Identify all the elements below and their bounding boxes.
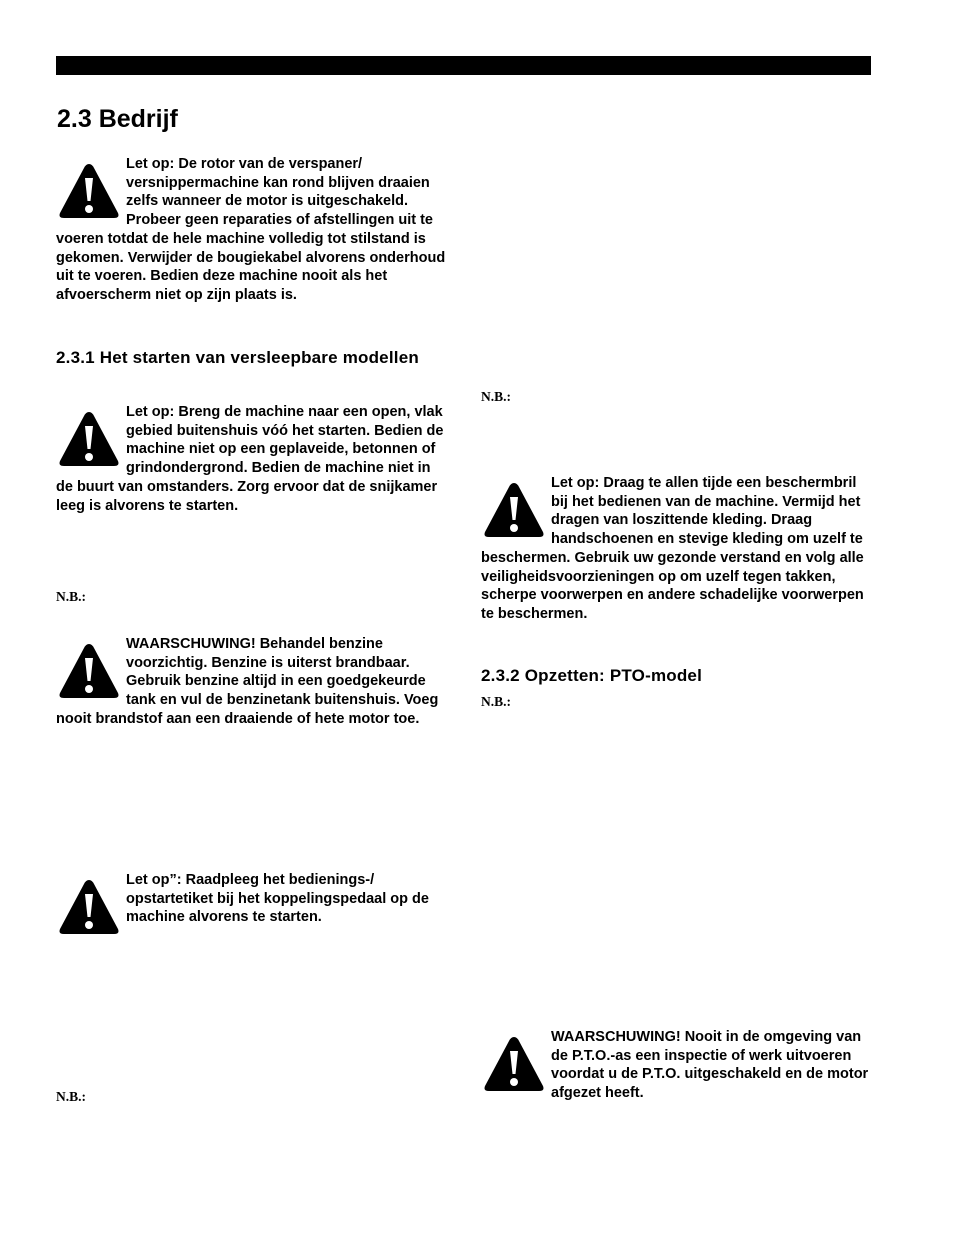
warning-pto-shaft — [481, 1028, 873, 1103]
section-title: 2.3 Bedrijf — [57, 105, 178, 133]
header-rule — [56, 56, 871, 75]
subsection-title-pto: 2.3.2 Opzetten: PTO-model — [481, 666, 703, 685]
caution-protective-gear — [481, 474, 873, 624]
caution-startup-label-text: Let op”: Raadpleeg het bedienings-/ opstartetiket bij het koppelingspedaal op de machine alvorens te starten. — [126, 872, 429, 926]
note-label: N.B.: — [481, 694, 511, 709]
subsection-title-towable: 2.3.1 Het starten van versleepbare modellen — [56, 348, 419, 367]
warning-triangle-icon — [56, 641, 122, 701]
caution-location-text: Let op: Breng de machine naar een open, vlak gebied buitenshuis vóó het starten. Bedien de machine niet op een geplaveide, betonnen of grindondergrond. Bedien de machine niet in de buurt van omstanders. Zorg ervoor dat de snijkamer leeg is alvorens te starten. — [56, 404, 444, 514]
warning-fuel — [56, 635, 448, 729]
caution-protective-gear-text: Let op: Draag te allen tijde een beschermbril bij het bedienen van de machine. Vermijd het dragen van loszittende kleding. Draag handschoenen en stevige kleding om uzelf te beschermen. Gebruik uw gezonde verstand en volg alle veiligheidsvoorzieningen op om uzelf tegen takken, scherpe voorwerpen en andere schadelijke voorwerpen te beschermen. — [481, 475, 864, 622]
warning-fuel-text: WAARSCHUWING! Behandel benzine voorzichtig. Benzine is uiterst brandbaar. Gebruik benzine altijd in een goedgekeurde tank en vul de benzinetank buitenshuis. Voeg nooit brandstof aan een draaiende of hete motor toe. — [56, 636, 439, 727]
warning-pto-shaft-text: WAARSCHUWING! Nooit in de omgeving van de P.T.O.-as een inspectie of werk uitvoeren voordat u de P.T.O. uitgeschakeld en de motor afgezet heeft. — [551, 1029, 869, 1102]
note-label: N.B.: — [481, 389, 511, 404]
note-label: N.B.: — [56, 1089, 86, 1104]
warning-triangle-icon — [56, 409, 122, 469]
warning-triangle-icon — [56, 877, 122, 937]
caution-rotor-text: Let op: De rotor van de verspaner/ versnippermachine kan rond blijven draaien zelfs wanneer de motor is uitgeschakeld. Probeer geen reparaties of afstellingen uit te voeren totdat de hele machine volledig tot stilstand is gekomen. Verwijder de bougiekabel alvorens onderhoud uit te voeren. Bedien deze machine nooit als het afvoerscherm niet op zijn plaats is. — [56, 156, 446, 303]
warning-triangle-icon — [481, 1034, 547, 1094]
caution-location — [56, 403, 448, 515]
warning-triangle-icon — [56, 161, 122, 221]
warning-triangle-icon — [481, 480, 547, 540]
caution-startup-label — [56, 871, 448, 937]
caution-rotor — [56, 155, 448, 305]
note-label: N.B.: — [56, 589, 86, 604]
